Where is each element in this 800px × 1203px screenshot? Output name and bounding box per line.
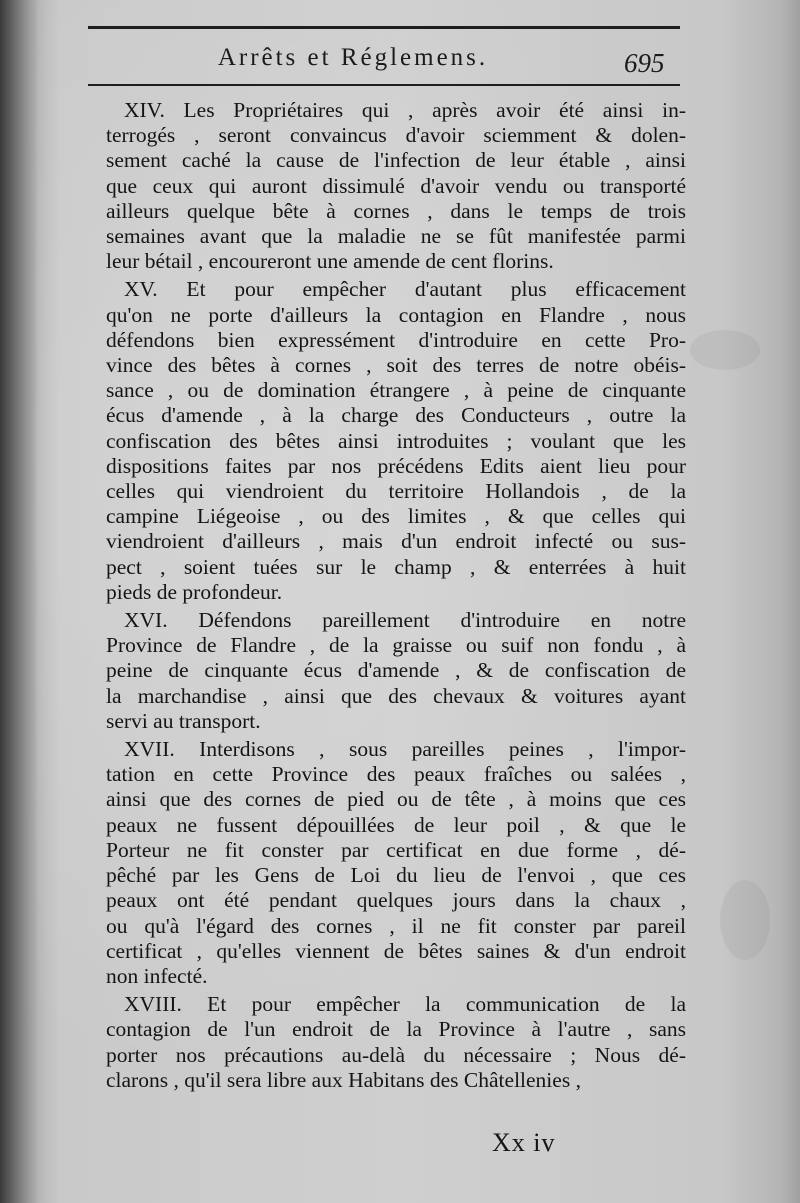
text-line: dispositions faites par nos précédens Edits aient lieu pour: [106, 453, 686, 478]
text-line: certificat , qu'elles viennent de bêtes saines & d'un endroit: [106, 938, 686, 963]
text-line: campine Liégeoise , ou des limites , & que celles qui: [106, 504, 686, 529]
text-line: confiscation des bêtes ainsi introduites ; voulant que les: [106, 428, 686, 453]
text-line: ailleurs quelque bête à cornes , dans le temps de trois: [106, 198, 686, 223]
text-line: terrogés , seront convaincus d'avoir sciemment & dolen-: [106, 123, 686, 148]
text-line: semaines avant que la maladie ne se fût manifestée parmi: [106, 224, 686, 249]
text-line: Province de Flandre , de la graisse ou suif non fondu , à: [106, 633, 686, 658]
text-line: peaux ne fussent dépouillées de leur poil , & que le: [106, 812, 686, 837]
page-number: 695: [624, 48, 665, 78]
paper-stain: [720, 880, 770, 960]
article-paragraph: [106, 737, 686, 989]
text-line: pêché par les Gens de Loi du lieu de l'envoi , que ces: [106, 863, 686, 888]
text-line: qu'on ne porte d'ailleurs la contagion en Flandre , nous: [106, 302, 686, 327]
text-line: peine de cinquante écus d'amende , & de confiscation de: [106, 658, 686, 683]
running-title: Arrêts et Réglemens.: [217, 44, 489, 71]
text-line: la marchandise , ainsi que des chevaux & voitures ayant: [106, 683, 686, 708]
text-line: vince des bêtes à cornes , soit des terres de notre obéis-: [106, 353, 686, 378]
text-line: viendroient d'ailleurs , mais d'un endroit infecté ou sus-: [106, 529, 686, 554]
header-rule-bottom: [88, 84, 680, 86]
text-line: XVIII. Et pour empêcher la communication de la: [124, 992, 686, 1017]
article-paragraph: [106, 992, 686, 1093]
article-paragraph: [106, 277, 686, 605]
header-rule-top: [88, 26, 680, 29]
article-paragraph: [106, 98, 686, 274]
text-line: défendons bien expressément d'introduire en cette Pro-: [106, 327, 686, 352]
text-line: contagion de l'un endroit de la Province à l'autre , sans: [106, 1017, 686, 1042]
text-line: sance , ou de domination étrangere , à peine de cinquante: [106, 378, 686, 403]
text-line: non infecté.: [106, 963, 208, 988]
binding-gutter: [0, 0, 38, 1203]
text-line: écus d'amende , à la charge des Conducteurs , outre la: [106, 403, 686, 428]
text-line: XVII. Interdisons , sous pareilles peines , l'impor-: [124, 737, 686, 762]
text-line: XIV. Les Propriétaires qui , après avoir été ainsi in-: [124, 98, 686, 122]
article-paragraph: [106, 608, 686, 734]
signature-mark: Xx iv: [492, 1128, 556, 1157]
text-line: ou qu'à l'égard des cornes , il ne fit conster par pareil: [106, 913, 686, 938]
text-line: pect , soient tuées sur le champ , & enterrées à huit: [106, 554, 686, 579]
text-line: leur bétail , encoureront une amende de cent florins.: [106, 249, 554, 274]
text-line: sement caché la cause de l'infection de leur étable , ainsi: [106, 148, 686, 173]
text-line: clarons , qu'il sera libre aux Habitans des Châtellenies ,: [106, 1067, 581, 1092]
text-line: XV. Et pour empêcher d'autant plus efficacement: [124, 277, 686, 302]
text-line: tation en cette Province des peaux fraîches ou salées ,: [106, 762, 686, 787]
text-line: pieds de profondeur.: [106, 579, 283, 604]
text-line: peaux ont été pendant quelques jours dans la chaux ,: [106, 888, 686, 913]
text-line: ainsi que des cornes de pied ou de tête , à moins que ces: [106, 787, 686, 812]
body-text: [106, 98, 686, 1096]
text-line: celles qui viendroient du territoire Hollandois , de la: [106, 479, 686, 504]
text-line: que ceux qui auront dissimulé d'avoir vendu ou transporté: [106, 173, 686, 198]
text-line: servi au transport.: [106, 708, 261, 733]
text-line: Porteur ne fit conster par certificat en due forme , dé-: [106, 837, 686, 862]
text-line: porter nos précautions au-delà du nécessaire ; Nous dé-: [106, 1042, 686, 1067]
text-line: XVI. Défendons pareillement d'introduire en notre: [124, 608, 686, 633]
paper-stain: [690, 330, 760, 370]
